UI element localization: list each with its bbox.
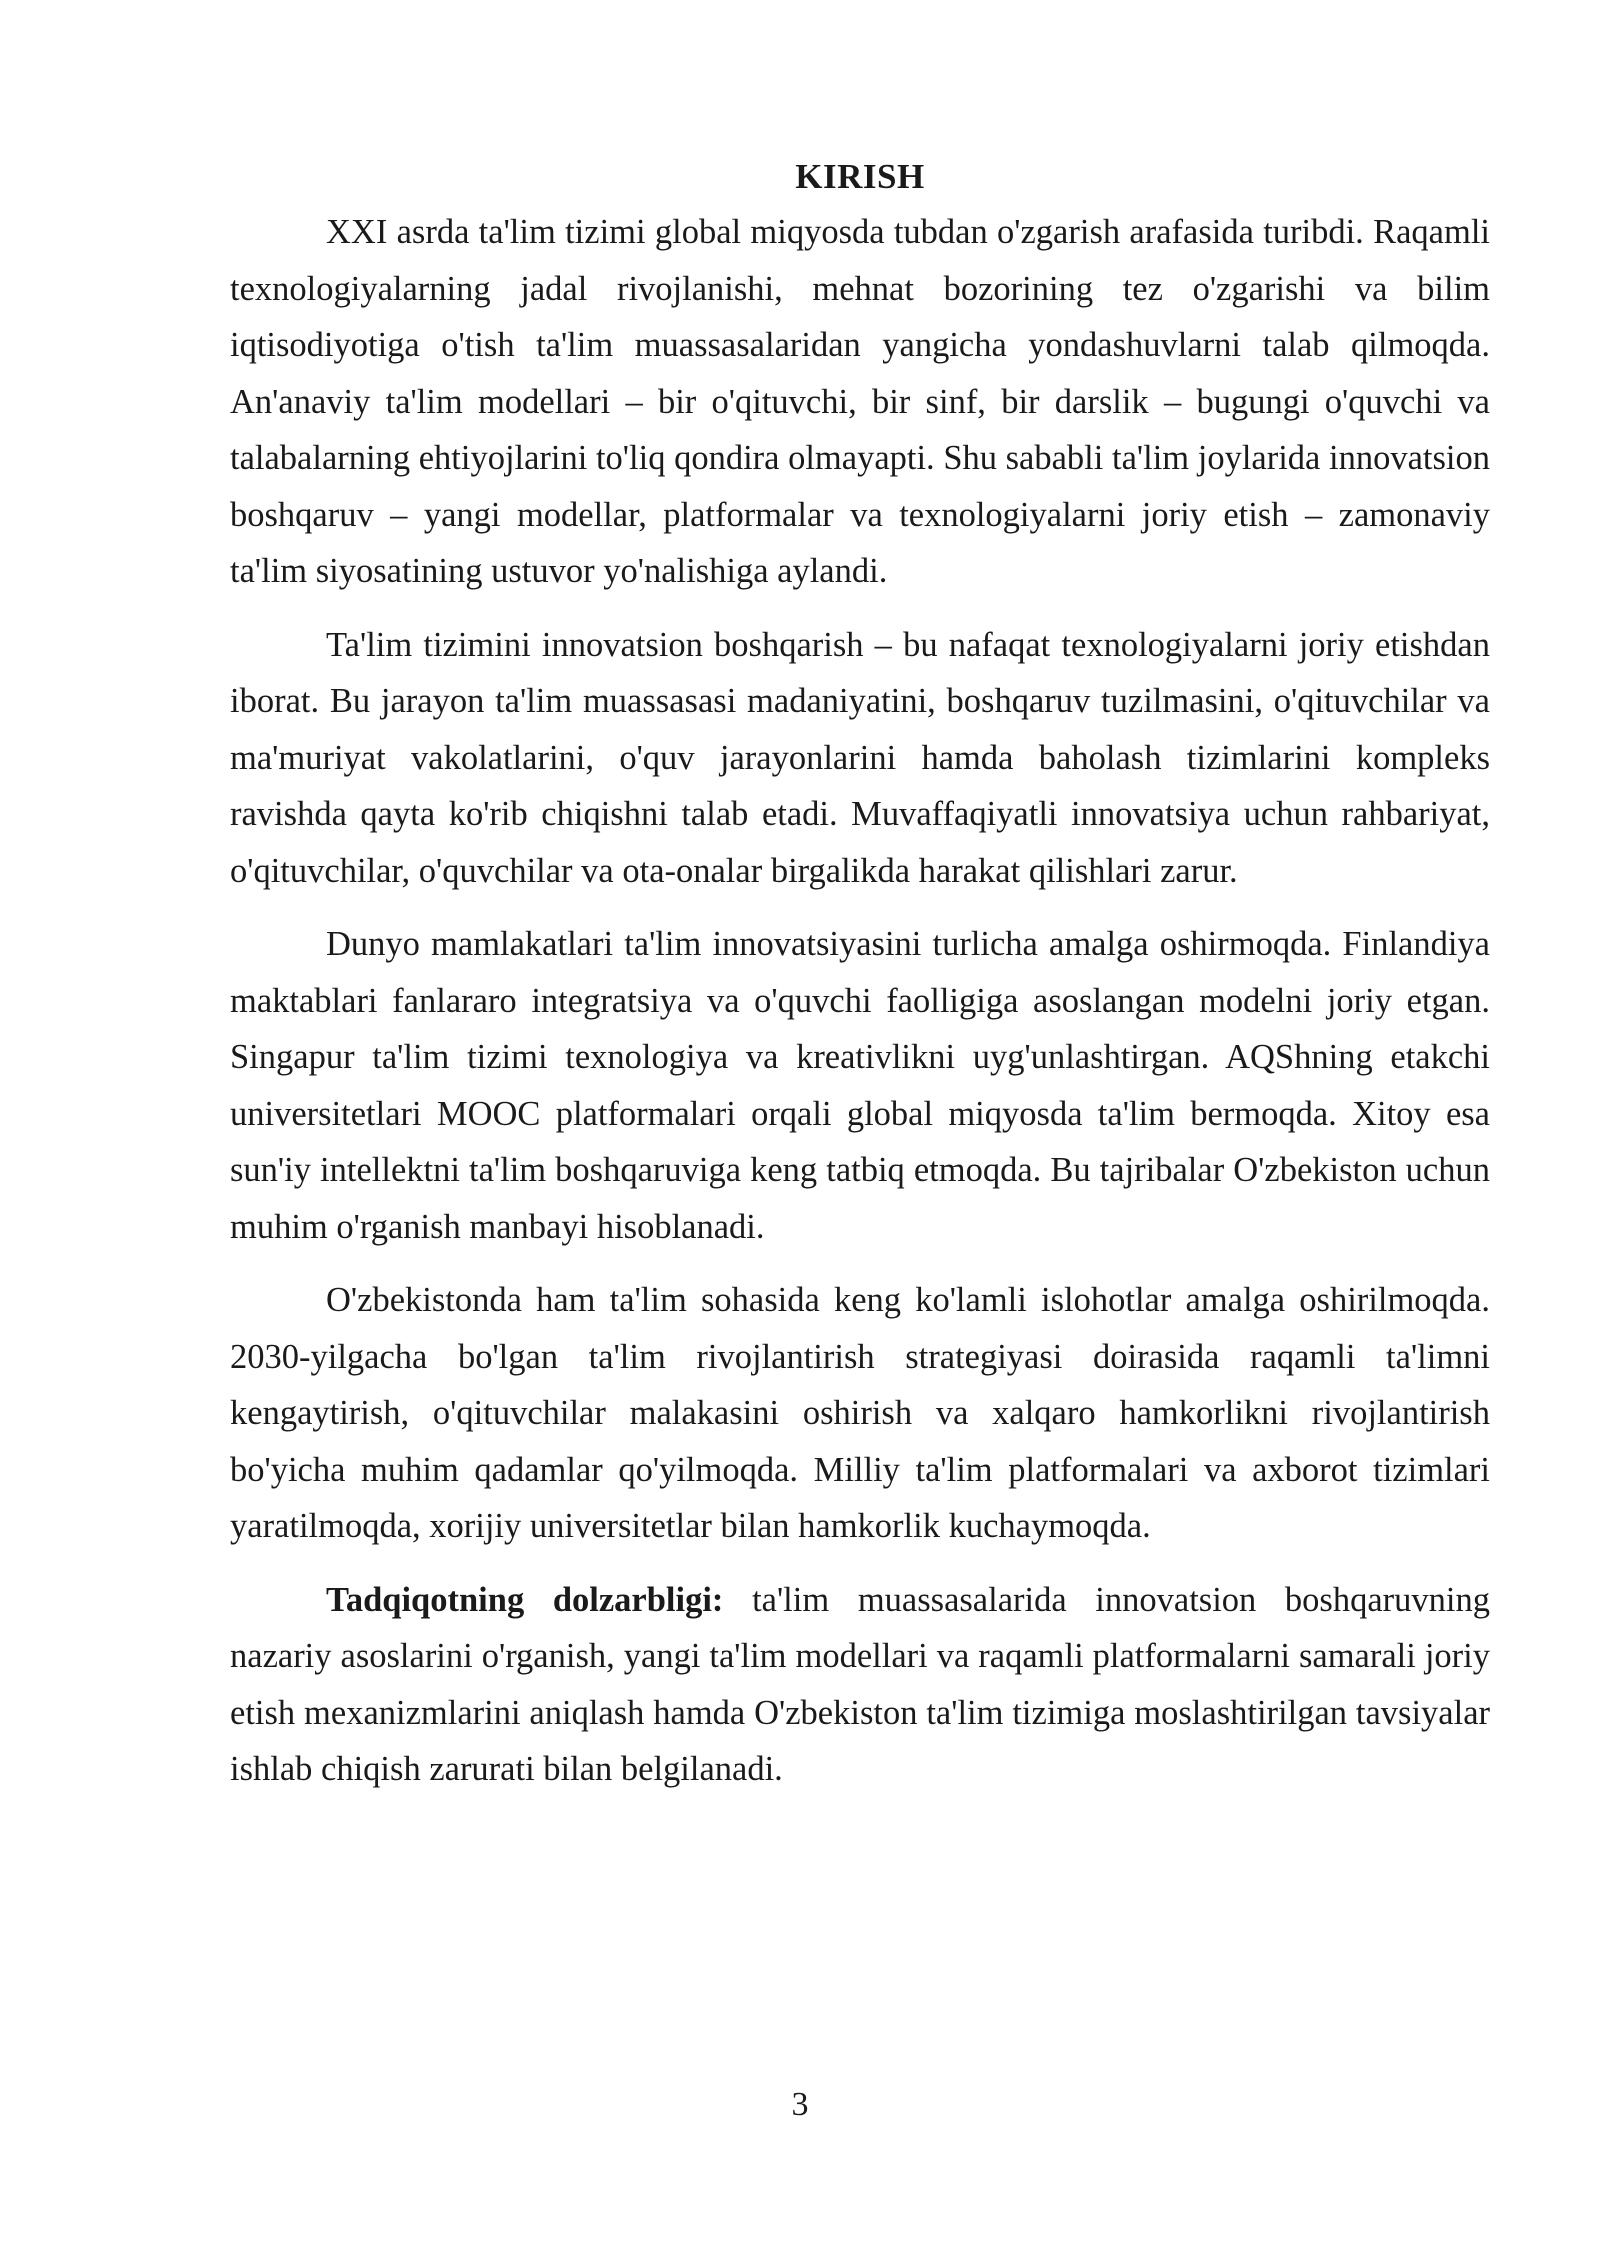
paragraph-lead-bold: Tadqiqotning dolzarbligi:	[326, 1580, 724, 1619]
section-heading: KIRISH	[795, 157, 925, 196]
paragraph-text: ta'lim muassasalarida innovatsion boshqaruvning nazariy asoslarini o'rganish, yangi ta'lim modellari va raqamli platformalarni samarali joriy etish mexanizmlarini aniqlash hamda O'zbekiston ta'lim tizimiga moslashtirilgan tavsiyalar ishlab chiqish zarurati bilan belgilanadi.	[230, 1580, 1490, 1788]
paragraph-relevance	[230, 1572, 1490, 1798]
paragraph-text: Ta'lim tizimini innovatsion boshqarish – bu nafaqat texnologiyalarni joriy etishdan iborat. Bu jarayon ta'lim muassasasi madaniyatini, boshqaruv tuzilmasini, o'qituvchilar va ma'muriyat vakolatlarini, o'quv jarayonlarini hamda baholash tizimlarini kompleks ravishda qayta ko'rib chiqishni talab etadi. Muvaffaqiyatli innovatsiya uchun rahbariyat, o'qituvchilar, o'quvchilar va ota-onalar birgalikda harakat qilishlari zarur.	[230, 625, 1490, 890]
paragraph-text: Dunyo mamlakatlari ta'lim innovatsiyasini turlicha amalga oshirmoqda. Finlandiya maktablari fanlararo integratsiya va o'quvchi faolligiga asoslangan modelni joriy etgan. Singapur ta'lim tizimi texnologiya va kreativlikni uyg'unlashtirgan. AQShning etakchi universitetlari MOOC platformalari orqali global miqyosda ta'lim bermoqda. Xitoy esa sun'iy intellektni ta'lim boshqaruviga keng tatbiq etmoqda. Bu tajribalar O'zbekiston uchun muhim o'rganish manbayi hisoblanadi.	[230, 925, 1490, 1246]
paragraph-world-experience	[230, 916, 1490, 1255]
paragraph-text: O'zbekistonda ham ta'lim sohasida keng ko'lamli islohotlar amalga oshirilmoqda. 2030-yilgacha bo'lgan ta'lim rivojlantirish strategiyasi doirasida raqamli ta'limni kengaytirish, o'qituvchilar malakasini oshirish va xalqaro hamkorlikni rivojlantirish bo'yicha muhim qadamlar qo'yilmoqda. Milliy ta'lim platformalari va axborot tizimlari yaratilmoqda, xorijiy universitetlar bilan hamkorlik kuchaymoqda.	[230, 1281, 1490, 1545]
paragraph-intro	[230, 204, 1490, 600]
paragraph-innovation-management	[230, 617, 1490, 900]
paragraph-text: XXI asrda ta'lim tizimi global miqyosda tubdan o'zgarish arafasida turibdi. Raqamli texnologiyalarning jadal rivojlanishi, mehnat bozorining tez o'zgarishi va bilim iqtisodiyotiga o'tish ta'lim muassasalaridan yangicha yondashuvlarni talab qilmoqda. An'anaviy ta'lim modellari – bir o'qituvchi, bir sinf, bir darslik – bugungi o'quvchi va talabalarning ehtiyojlarini to'liq qondira olmayapti. Shu sababli ta'lim joylarida innovatsion boshqaruv – yangi modellar, platformalar va texnologiyalarni joriy etish – zamonaviy ta'lim siyosatining ustuvor yo'nalishiga aylandi.	[230, 213, 1490, 590]
page-number: 3	[791, 2086, 809, 2123]
paragraph-uzbekistan-reforms	[230, 1272, 1490, 1555]
document-page	[230, 150, 1490, 1815]
